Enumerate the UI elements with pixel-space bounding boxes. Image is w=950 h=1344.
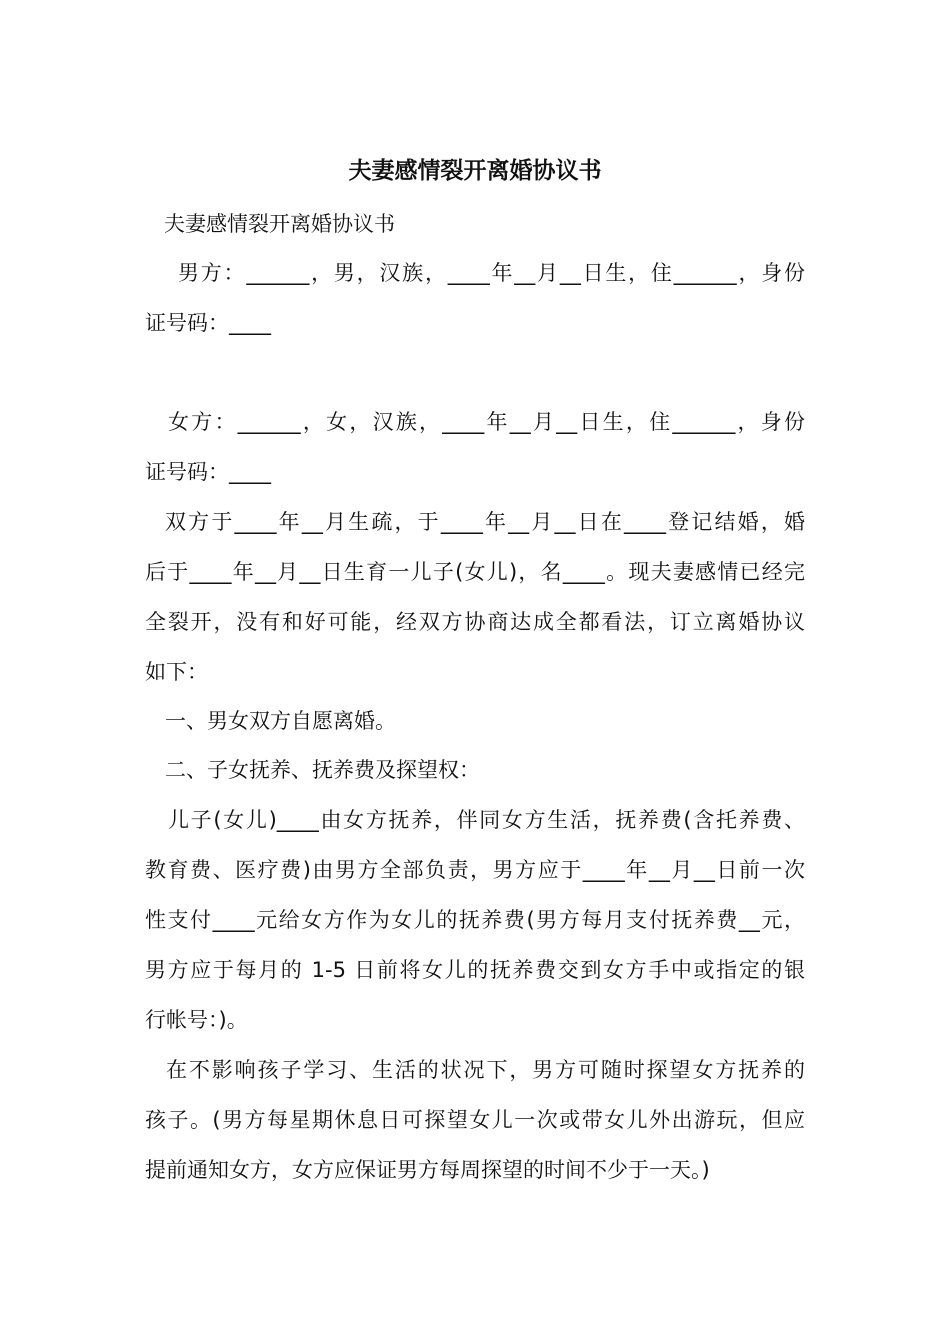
child-support-line: 性支付____元给女方作为女儿的抚养费(男方每月支付抚养费__元， xyxy=(145,908,805,932)
visitation-line: 在不影响孩子学习、生活的状况下，男方可随时探望女方抚养的 xyxy=(166,1058,805,1082)
child-support-line: 儿子(女儿)____由女方抚养，伴同女方生活，抚养费(含托养费、 xyxy=(168,808,805,832)
body-line: 如下： xyxy=(145,660,208,684)
female-party-line-1: 女方：______，女，汉族，____年__月__日生，住______，身份 xyxy=(168,410,805,434)
clause-two-heading: 二、子女抚养、抚养费及探望权： xyxy=(165,758,480,782)
female-party-line-2: 证号码：____ xyxy=(145,460,271,484)
child-support-line: 男方应于每月的 1-5 日前将女儿的抚养费交到女方手中或指定的银 xyxy=(145,958,805,982)
body-line: 后于____年__月__日生育一儿子(女儿)，名____。现夫妻感情已经完 xyxy=(145,560,805,584)
child-support-line: 教育费、医疗费)由男方全部负责，男方应于____年__月__日前一次 xyxy=(145,858,805,882)
body-line: 全裂开，没有和好可能，经双方协商达成全都看法，订立离婚协议 xyxy=(145,610,805,634)
child-support-line: 行帐号：)。 xyxy=(145,1008,248,1032)
subtitle-line: 夫妻感情裂开离婚协议书 xyxy=(164,212,395,236)
visitation-line: 提前通知女方，女方应保证男方每周探望的时间不少于一天。) xyxy=(145,1158,710,1182)
male-party-line-1: 男方：______，男，汉族，____年__月__日生，住______，身份 xyxy=(178,261,805,285)
male-party-line-2: 证号码：____ xyxy=(145,311,271,335)
body-line: 双方于____年__月生疏，于____年__月__日在____登记结婚，婚 xyxy=(165,510,805,534)
clause-one: 一、男女双方自愿离婚。 xyxy=(165,709,396,733)
visitation-line: 孩子。(男方每星期休息日可探望女儿一次或带女儿外出游玩，但应 xyxy=(145,1108,805,1132)
document-title: 夫妻感情裂开离婚协议书 xyxy=(348,158,602,184)
